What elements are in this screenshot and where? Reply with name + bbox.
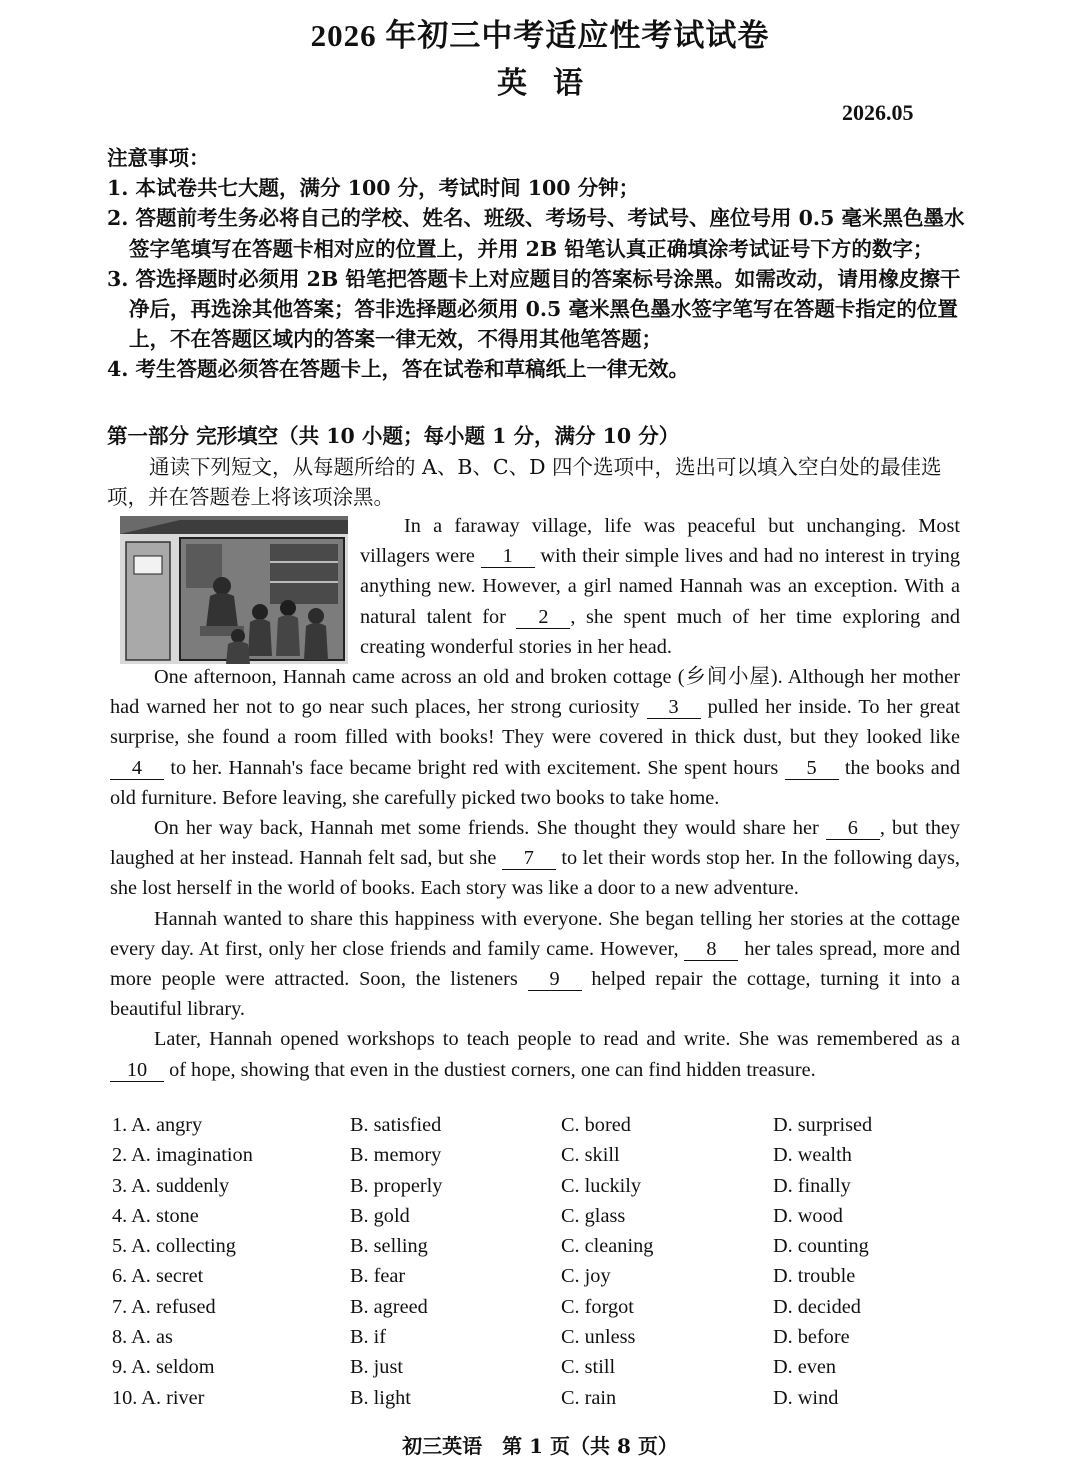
option-c[interactable]: C. skill [561,1144,620,1167]
notice-section [107,143,967,385]
notice-heading: 注意事项： [107,146,210,170]
option-a[interactable]: 8. A. as [112,1326,173,1349]
blank-9: 9 [528,968,582,991]
blank-8: 8 [684,938,738,961]
option-a[interactable]: 9. A. seldom [112,1356,215,1379]
option-row [112,1205,972,1235]
notice-item: 4. 考生答题必须答在答题卡上，答在试卷和草稿纸上一律无效。 [107,357,690,382]
option-d[interactable]: D. before [773,1326,850,1349]
option-c[interactable]: C. unless [561,1326,636,1349]
option-row [112,1387,972,1417]
option-c[interactable]: C. glass [561,1204,626,1227]
option-b[interactable]: B. if [350,1326,387,1349]
option-c[interactable]: C. rain [561,1386,617,1409]
passage-text: , but they laughed at her instead. Hannah felt sad, but she [110,817,960,870]
option-row [112,1114,972,1144]
option-row [112,1144,972,1174]
passage-text: her tales spread, more and more people were attracted. Soon, the listeners [110,937,960,991]
option-d[interactable]: D. even [773,1356,837,1379]
option-c[interactable]: C. still [561,1356,616,1379]
option-row [112,1296,972,1326]
exam-title: 2026 年初三中考适应性考试试卷 [310,18,770,53]
option-row [112,1235,972,1265]
notice-item: 3. 答选择题时必须用 2B 铅笔把答题卡上对应题目的答案标号涂黑。如需改动，请用橡皮擦干净后，再选涂其他答案；答非选择题必须用 0.5 毫米黑色墨水签字笔写在答题卡指定的位置上，不在答题区域内的答案一律无效，不得用其他笔答题； [107,266,961,352]
blank-1: 1 [481,545,535,568]
option-d[interactable]: D. decided [773,1295,861,1318]
page-footer: 初三英语 第 1 页（共 8 页） [402,1434,678,1458]
option-c[interactable]: C. luckily [561,1174,641,1197]
option-row [112,1326,972,1356]
option-a[interactable]: 6. A. secret [112,1265,204,1288]
option-d[interactable]: D. trouble [773,1265,856,1288]
blank-2: 2 [516,606,570,629]
passage-text: helped repair the cottage, turning it into a beautiful library. [110,968,960,1021]
passage-text: to let their words stop her. In the following days, she lost herself in the world of books. Each story was like a door to a new adventure. [110,847,960,900]
blank-3: 3 [647,696,701,719]
option-b[interactable]: B. light [350,1386,411,1409]
exam-date: 2026.05 [842,100,914,125]
subject-title: 英语 [497,67,609,100]
option-d[interactable]: D. wood [773,1204,843,1227]
option-d[interactable]: D. wealth [773,1144,852,1167]
option-b[interactable]: B. fear [350,1265,406,1288]
option-row [112,1265,972,1295]
part1-instructions: 通读下列短文，从每题所给的 A、B、C、D 四个选项中，选出可以填入空白处的最佳选项，并在答题卷上将该项涂黑。 [107,455,942,509]
passage-text: One afternoon, Hannah came across an old and broken cottage (乡间小屋). Although her mother had warned her not to go near such places, her strong curiosity [110,666,960,719]
option-b[interactable]: B. just [350,1356,403,1379]
blank-6: 6 [826,817,880,840]
option-c[interactable]: C. forgot [561,1295,634,1318]
option-a[interactable]: 3. A. suddenly [112,1174,230,1197]
passage-text: On her way back, Hannah met some friends. She thought they would share her [154,817,819,840]
option-b[interactable]: B. gold [350,1204,410,1227]
option-a[interactable]: 10. A. river [112,1386,205,1409]
answer-options [112,1114,972,1417]
blank-4: 4 [110,757,164,780]
passage-text: In a faraway village, life was peaceful but unchanging. Most villagers were [360,515,960,568]
blank-10: 10 [110,1059,164,1082]
option-c[interactable]: C. bored [561,1114,631,1136]
passage-text: the books and old furniture. Before leaving, she carefully picked two books to take home. [110,756,961,809]
passage-text: Hannah wanted to share this happiness with everyone. She began telling her stories at the cottage every day. At first, only her close friends and family came. However, [110,907,960,960]
passage-text: with their simple lives and had no interest in trying anything new. However, a girl named Hannah was an exception. With a natural talent for [360,545,960,628]
notice-item: 2. 答题前考生务必将自己的学校、姓名、班级、考场号、考试号、座位号用 0.5 毫米黑色墨水签字笔填写在答题卡相对应的位置上，并用 2B 铅笔认真正确填涂考试证号下方的数字； [107,206,965,261]
option-c[interactable]: C. cleaning [561,1235,654,1258]
option-b[interactable]: B. selling [350,1235,428,1258]
option-d[interactable]: D. finally [773,1174,851,1197]
option-a[interactable]: 4. A. stone [112,1204,199,1227]
notice-item: 1. 本试卷共七大题，满分 100 分，考试时间 100 分钟； [107,176,640,201]
option-row [112,1356,972,1386]
passage-text: to her. Hannah's face became bright red with excitement. She spent hours [170,756,779,779]
option-d[interactable]: D. wind [773,1386,839,1409]
passage-text: pulled her inside. To her great surprise, she found a room filled with books! They were covered in thick dust, but they looked like [110,696,960,749]
option-b[interactable]: B. properly [350,1174,443,1197]
passage-text: , she spent much of her time exploring and creating wonderful stories in her head. [360,605,960,658]
option-d[interactable]: D. counting [773,1235,869,1258]
passage-text: Later, Hannah opened workshops to teach people to read and write. She was remembered as a [154,1028,960,1051]
option-b[interactable]: B. agreed [350,1295,428,1318]
option-a[interactable]: 5. A. collecting [112,1235,236,1258]
blank-7: 7 [502,847,556,870]
option-row [112,1175,972,1205]
option-c[interactable]: C. joy [561,1265,611,1288]
option-a[interactable]: 7. A. refused [112,1295,216,1318]
option-d[interactable]: D. surprised [773,1114,873,1136]
passage-text: of hope, showing that even in the dustiest corners, one can find hidden treasure. [169,1058,816,1081]
option-b[interactable]: B. memory [350,1144,442,1167]
blank-5: 5 [785,757,839,780]
option-a[interactable]: 2. A. imagination [112,1144,253,1167]
part1-heading: 第一部分 完形填空（共 10 小题；每小题 1 分，满分 10 分） [107,424,680,448]
option-a[interactable]: 1. A. angry [112,1114,203,1136]
cloze-passage [110,511,960,1085]
option-b[interactable]: B. satisfied [350,1114,442,1136]
